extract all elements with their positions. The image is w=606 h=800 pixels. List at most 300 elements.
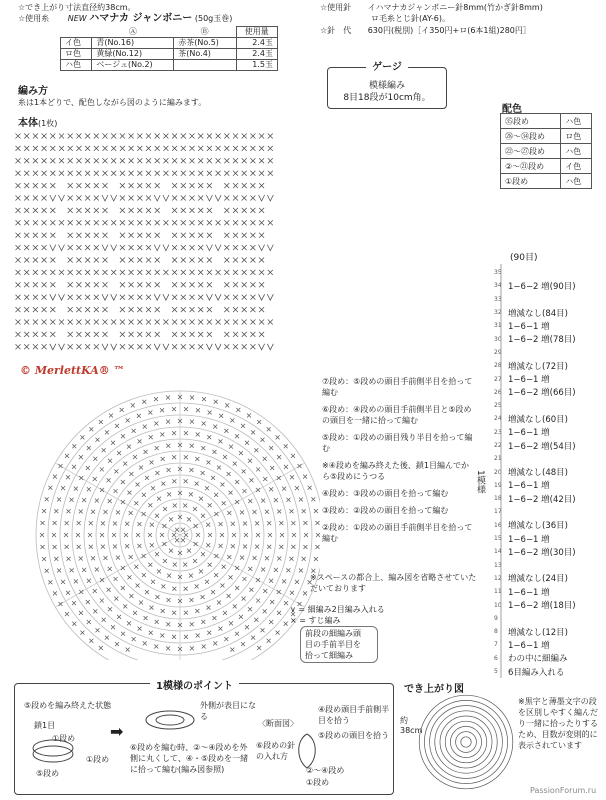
x-mark bbox=[40, 533, 44, 537]
x-mark bbox=[146, 196, 151, 201]
x-mark bbox=[245, 625, 249, 629]
x-mark bbox=[120, 332, 125, 337]
x-mark bbox=[233, 604, 237, 608]
x-mark bbox=[267, 427, 271, 431]
x-mark bbox=[224, 171, 229, 176]
x-mark bbox=[299, 498, 303, 502]
x-mark bbox=[250, 220, 255, 225]
x-mark bbox=[201, 471, 205, 475]
round-text: 1−6−1 増 bbox=[508, 375, 550, 386]
x-mark bbox=[256, 599, 260, 603]
x-mark bbox=[95, 567, 99, 571]
x-mark bbox=[50, 220, 55, 225]
site-mark: PassionForum.ru bbox=[530, 786, 597, 795]
x-mark bbox=[229, 491, 233, 495]
x-mark bbox=[172, 183, 177, 188]
x-mark bbox=[68, 282, 73, 287]
x-mark bbox=[216, 171, 221, 176]
x-mark bbox=[206, 460, 210, 464]
x-mark bbox=[33, 233, 38, 238]
x-mark bbox=[42, 258, 47, 263]
x-mark bbox=[224, 258, 229, 263]
table-row: ②〜㉑段め イ色 bbox=[501, 159, 592, 174]
x-mark bbox=[253, 556, 257, 560]
x-mark bbox=[202, 645, 206, 649]
round-number: 24 bbox=[494, 415, 502, 423]
x-mark bbox=[103, 158, 108, 163]
x-mark bbox=[129, 258, 134, 263]
x-mark bbox=[248, 607, 252, 611]
x-mark bbox=[94, 220, 99, 225]
inc-mark bbox=[102, 195, 108, 201]
x-mark bbox=[137, 414, 141, 418]
x-mark bbox=[155, 595, 159, 599]
x-mark bbox=[277, 557, 281, 561]
x-mark bbox=[190, 220, 195, 225]
x-mark bbox=[16, 332, 21, 337]
annotation-6: ⑥段め：④段めの頭目手前側半目と⑤段めの頭目を一緒に拾って編む bbox=[322, 405, 472, 425]
x-mark bbox=[120, 183, 125, 188]
round-number: 11 bbox=[494, 588, 502, 596]
x-mark bbox=[173, 503, 177, 507]
x-mark bbox=[184, 479, 188, 483]
x-mark bbox=[112, 533, 116, 537]
x-mark bbox=[181, 171, 186, 176]
x-mark bbox=[142, 512, 146, 516]
x-mark bbox=[33, 208, 38, 213]
x-mark bbox=[132, 637, 136, 641]
x-mark bbox=[231, 544, 235, 548]
x-mark bbox=[230, 418, 234, 422]
spoke bbox=[180, 535, 305, 607]
inc-mark bbox=[267, 245, 273, 251]
x-mark bbox=[120, 245, 125, 250]
table-row: ㉟段め ハ色 bbox=[501, 114, 592, 129]
x-mark bbox=[172, 146, 177, 151]
x-mark bbox=[213, 641, 217, 645]
annotation-7: ⑦段め：⑤段めの頭目手前側半目を拾って編む bbox=[322, 377, 473, 397]
x-mark bbox=[166, 646, 170, 650]
x-mark bbox=[16, 320, 21, 325]
round-number: 25 bbox=[494, 402, 502, 410]
spoke bbox=[55, 463, 180, 535]
x-mark bbox=[120, 408, 124, 412]
x-mark bbox=[76, 146, 81, 151]
x-mark bbox=[146, 134, 151, 139]
x-symbol-icon: × bbox=[290, 616, 297, 625]
x-mark bbox=[201, 446, 205, 450]
x-mark bbox=[235, 566, 239, 570]
x-mark bbox=[150, 523, 154, 527]
round-text: 増減なし(72目) bbox=[508, 361, 568, 372]
x-mark bbox=[198, 295, 203, 300]
x-mark bbox=[144, 450, 148, 454]
x-mark bbox=[33, 295, 38, 300]
x-mark bbox=[155, 233, 160, 238]
x-mark bbox=[53, 521, 57, 525]
x-mark bbox=[169, 549, 173, 553]
x-mark bbox=[277, 509, 281, 513]
x-mark bbox=[33, 146, 38, 151]
x-mark bbox=[196, 433, 200, 437]
x-mark bbox=[201, 595, 205, 599]
x-mark bbox=[24, 258, 29, 263]
x-mark bbox=[103, 171, 108, 176]
x-mark bbox=[42, 282, 47, 287]
x-mark bbox=[261, 499, 265, 503]
x-mark bbox=[241, 424, 245, 428]
x-mark bbox=[68, 220, 73, 225]
x-mark bbox=[189, 492, 193, 496]
x-mark bbox=[242, 146, 247, 151]
x-mark bbox=[277, 476, 281, 480]
x-mark bbox=[265, 556, 269, 560]
x-mark bbox=[230, 648, 234, 652]
x-mark bbox=[142, 400, 146, 404]
x-mark bbox=[259, 307, 264, 312]
x-mark bbox=[95, 438, 99, 442]
table-row: ①段め ハ色 bbox=[501, 174, 592, 189]
inc-mark bbox=[154, 245, 160, 251]
inc-mark bbox=[206, 344, 212, 350]
x-mark bbox=[224, 307, 229, 312]
gauge-line1: 模様編み bbox=[368, 81, 405, 91]
x-mark bbox=[201, 620, 205, 624]
x-mark bbox=[208, 411, 212, 415]
x-mark bbox=[208, 563, 212, 567]
x-mark bbox=[190, 622, 194, 626]
x-mark bbox=[85, 171, 90, 176]
x-mark bbox=[129, 270, 134, 275]
x-mark bbox=[42, 208, 47, 213]
round-number: 15 bbox=[494, 535, 502, 543]
x-mark bbox=[50, 332, 55, 337]
x-mark bbox=[172, 282, 177, 287]
x-mark bbox=[142, 573, 146, 577]
point-outer: 外側が表目になる bbox=[200, 701, 256, 721]
x-mark bbox=[268, 220, 273, 225]
x-mark bbox=[220, 533, 224, 537]
x-mark bbox=[61, 580, 65, 584]
x-mark bbox=[196, 408, 200, 412]
x-mark bbox=[50, 282, 55, 287]
x-mark bbox=[187, 549, 191, 553]
x-mark bbox=[123, 604, 127, 608]
round-number: 18 bbox=[494, 495, 502, 503]
x-mark bbox=[189, 468, 193, 472]
x-mark bbox=[173, 563, 177, 567]
inc-mark bbox=[154, 195, 160, 201]
x-mark bbox=[77, 521, 81, 525]
x-mark bbox=[85, 270, 90, 275]
x-mark bbox=[45, 569, 49, 573]
x-mark bbox=[115, 642, 119, 646]
x-mark bbox=[111, 134, 116, 139]
x-mark bbox=[79, 476, 83, 480]
x-mark bbox=[250, 183, 255, 188]
x-mark bbox=[163, 507, 167, 511]
x-mark bbox=[100, 578, 104, 582]
round-number: 35 bbox=[494, 269, 502, 277]
x-mark bbox=[120, 220, 125, 225]
x-mark bbox=[68, 344, 73, 349]
x-mark bbox=[193, 559, 197, 563]
x-mark bbox=[190, 258, 195, 263]
x-mark bbox=[85, 282, 90, 287]
x-mark bbox=[107, 478, 111, 482]
x-mark bbox=[16, 208, 21, 213]
x-mark bbox=[162, 542, 166, 546]
x-mark bbox=[224, 183, 229, 188]
round-number: 20 bbox=[494, 468, 502, 476]
round-number: 27 bbox=[494, 375, 502, 383]
x-mark bbox=[24, 183, 29, 188]
x-mark bbox=[298, 464, 302, 468]
crochet-chart-grid bbox=[14, 130, 284, 358]
x-mark bbox=[248, 459, 252, 463]
x-mark bbox=[16, 245, 21, 250]
x-mark bbox=[76, 158, 81, 163]
x-mark bbox=[138, 439, 142, 443]
finished-ring bbox=[461, 737, 471, 747]
x-mark bbox=[208, 533, 212, 537]
x-mark bbox=[233, 295, 238, 300]
x-mark bbox=[33, 158, 38, 163]
round-text: 1−6−2 増(30目) bbox=[508, 547, 576, 558]
x-mark bbox=[155, 270, 160, 275]
x-mark bbox=[93, 477, 97, 481]
x-mark bbox=[195, 584, 199, 588]
x-mark bbox=[259, 270, 264, 275]
x-mark bbox=[94, 233, 99, 238]
x-mark bbox=[103, 233, 108, 238]
x-mark bbox=[137, 134, 142, 139]
x-mark bbox=[136, 533, 140, 537]
x-mark bbox=[68, 158, 73, 163]
x-mark bbox=[42, 220, 47, 225]
x-mark bbox=[145, 476, 149, 480]
x-mark bbox=[243, 522, 247, 526]
x-mark bbox=[290, 557, 294, 561]
x-mark bbox=[54, 509, 58, 513]
x-mark bbox=[93, 457, 97, 461]
x-mark bbox=[292, 533, 296, 537]
x-mark bbox=[94, 270, 99, 275]
x-mark bbox=[127, 445, 131, 449]
inc-mark bbox=[163, 245, 169, 251]
x-mark bbox=[214, 493, 218, 497]
x-mark bbox=[76, 270, 81, 275]
x-mark bbox=[48, 486, 52, 490]
x-mark bbox=[268, 134, 273, 139]
yarn-table bbox=[60, 26, 278, 71]
inc-mark bbox=[163, 294, 169, 300]
x-mark bbox=[68, 307, 73, 312]
x-mark bbox=[24, 208, 29, 213]
x-mark bbox=[33, 171, 38, 176]
x-mark bbox=[100, 599, 104, 603]
x-mark bbox=[269, 487, 273, 491]
x-mark bbox=[190, 444, 194, 448]
x-mark bbox=[239, 615, 243, 619]
x-mark bbox=[233, 171, 238, 176]
x-mark bbox=[85, 158, 90, 163]
x-mark bbox=[198, 158, 203, 163]
x-mark bbox=[284, 601, 288, 605]
x-mark bbox=[65, 545, 69, 549]
x-mark bbox=[235, 632, 239, 636]
x-mark bbox=[53, 545, 57, 549]
x-mark bbox=[277, 611, 281, 615]
x-mark bbox=[233, 462, 237, 466]
x-mark bbox=[50, 183, 55, 188]
x-mark bbox=[249, 588, 253, 592]
inc-mark bbox=[206, 294, 212, 300]
x-mark bbox=[65, 454, 69, 458]
x-mark bbox=[148, 563, 152, 567]
x-mark bbox=[66, 591, 70, 595]
x-mark bbox=[236, 408, 240, 412]
x-mark bbox=[248, 499, 252, 503]
x-mark bbox=[279, 545, 283, 549]
x-mark bbox=[274, 568, 278, 572]
inc-mark bbox=[259, 195, 265, 201]
x-mark bbox=[250, 171, 255, 176]
x-mark bbox=[224, 158, 229, 163]
x-mark bbox=[155, 332, 160, 337]
x-mark bbox=[184, 611, 188, 615]
x-mark bbox=[136, 584, 140, 588]
x-mark bbox=[302, 509, 306, 513]
x-mark bbox=[219, 414, 223, 418]
x-mark bbox=[251, 430, 255, 434]
inc-mark bbox=[154, 294, 160, 300]
inc-symbol-icon: ∨ bbox=[290, 605, 296, 614]
x-mark bbox=[109, 413, 113, 417]
x-mark bbox=[314, 509, 318, 513]
x-mark bbox=[259, 220, 264, 225]
finished-ring bbox=[419, 695, 513, 789]
x-mark bbox=[66, 475, 70, 479]
x-mark bbox=[172, 208, 177, 213]
point-title: 1模様のポイント bbox=[150, 677, 239, 692]
x-mark bbox=[212, 450, 216, 454]
x-mark bbox=[172, 295, 177, 300]
x-mark bbox=[113, 522, 117, 526]
x-mark bbox=[16, 171, 21, 176]
x-mark bbox=[212, 616, 216, 620]
rounds-list bbox=[494, 266, 604, 678]
x-mark bbox=[42, 307, 47, 312]
x-mark bbox=[255, 521, 259, 525]
x-mark bbox=[259, 332, 264, 337]
round-text: 1−6−1 増 bbox=[508, 587, 550, 598]
x-mark bbox=[101, 545, 105, 549]
x-mark bbox=[68, 146, 73, 151]
list-item bbox=[494, 293, 604, 306]
x-mark bbox=[250, 295, 255, 300]
x-mark bbox=[42, 171, 47, 176]
x-mark bbox=[68, 258, 73, 263]
x-mark bbox=[211, 590, 215, 594]
x-mark bbox=[250, 270, 255, 275]
x-mark bbox=[24, 270, 29, 275]
list-item bbox=[494, 279, 604, 292]
x-mark bbox=[223, 611, 227, 615]
x-mark bbox=[160, 433, 164, 437]
x-mark bbox=[229, 445, 233, 449]
inc-mark bbox=[259, 245, 265, 251]
x-mark bbox=[163, 559, 167, 563]
x-mark bbox=[95, 628, 99, 632]
x-mark bbox=[58, 464, 62, 468]
x-mark bbox=[150, 460, 154, 464]
x-mark bbox=[76, 196, 81, 201]
x-mark bbox=[314, 557, 318, 561]
legend bbox=[290, 604, 470, 663]
x-mark bbox=[134, 501, 138, 505]
x-mark bbox=[136, 482, 140, 486]
x-mark bbox=[172, 158, 177, 163]
x-mark bbox=[33, 344, 38, 349]
x-mark bbox=[107, 588, 111, 592]
list-item bbox=[494, 532, 604, 545]
x-mark bbox=[59, 220, 64, 225]
x-mark bbox=[224, 134, 229, 139]
x-mark bbox=[155, 158, 160, 163]
x-mark bbox=[242, 344, 247, 349]
round-number: 34 bbox=[494, 282, 502, 290]
space-note: ※スペースの都合上、編み図を省略させていただいております bbox=[310, 573, 477, 593]
x-mark bbox=[233, 134, 238, 139]
x-mark bbox=[207, 332, 212, 337]
x-mark bbox=[242, 469, 246, 473]
x-mark bbox=[268, 270, 273, 275]
x-mark bbox=[175, 528, 179, 532]
x-mark bbox=[129, 511, 133, 515]
x-mark bbox=[190, 396, 194, 400]
gauge-title: ゲージ bbox=[366, 62, 408, 74]
x-mark bbox=[190, 270, 195, 275]
x-mark bbox=[249, 478, 253, 482]
x-mark bbox=[172, 245, 177, 250]
round-text: 増減なし(84目) bbox=[508, 308, 568, 319]
x-mark bbox=[16, 233, 21, 238]
x-mark bbox=[268, 533, 272, 537]
arrow-icon: ➡ bbox=[110, 722, 124, 741]
inc-mark bbox=[59, 195, 65, 201]
x-mark bbox=[190, 196, 195, 201]
x-mark bbox=[137, 146, 142, 151]
x-mark bbox=[233, 220, 238, 225]
x-mark bbox=[190, 282, 195, 287]
x-mark bbox=[242, 307, 247, 312]
x-mark bbox=[120, 196, 125, 201]
x-mark bbox=[198, 307, 203, 312]
x-mark bbox=[224, 429, 228, 433]
x-mark bbox=[50, 258, 55, 263]
x-mark bbox=[181, 208, 186, 213]
x-mark bbox=[229, 575, 233, 579]
x-mark bbox=[224, 320, 229, 325]
x-mark bbox=[224, 295, 229, 300]
x-mark bbox=[42, 320, 47, 325]
x-mark bbox=[59, 146, 64, 151]
spoke bbox=[180, 463, 305, 535]
x-mark bbox=[207, 134, 212, 139]
pattern-label: 1模様 bbox=[475, 470, 485, 494]
inc-mark bbox=[50, 344, 56, 350]
